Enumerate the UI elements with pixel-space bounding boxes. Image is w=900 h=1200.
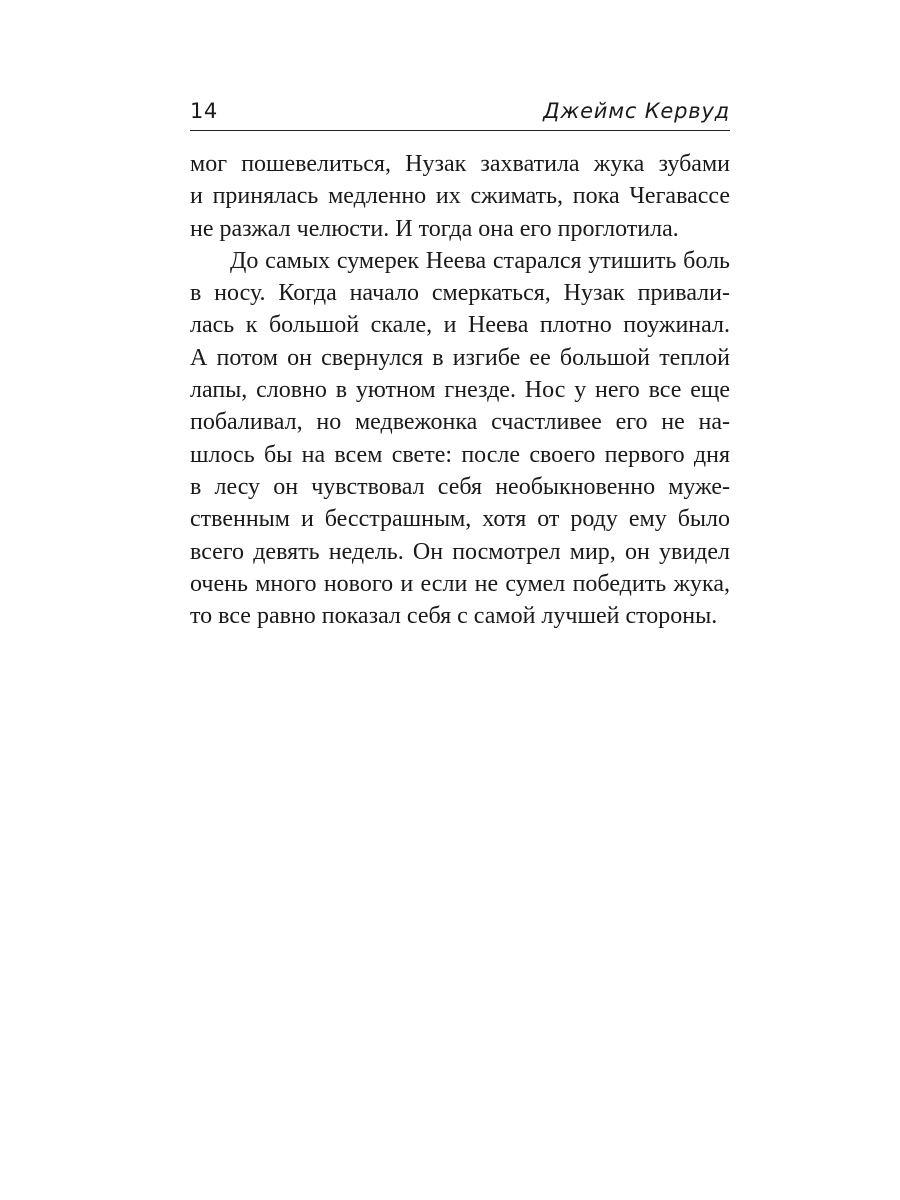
text-line: всего девять недель. Он посмотрел мир, он увидел — [190, 538, 730, 565]
paragraph-2 — [190, 245, 730, 633]
text-line: не разжал челюсти. И тогда она его проглотила. — [190, 215, 679, 242]
text-line: в носу. Когда начало смеркаться, Нузак привали- — [190, 280, 730, 307]
running-head — [190, 96, 730, 131]
text-line: очень много нового и если не сумел победить жука, — [190, 570, 730, 597]
text-line: А потом он свернулся в изгибе ее большой теплой — [190, 344, 730, 371]
paragraph-1 — [190, 148, 730, 245]
text-line: в лесу он чувствовал себя необыкновенно муже- — [190, 473, 730, 500]
text-line: До самых сумерек Неева старался утишить боль — [230, 247, 730, 274]
text-line: лапы, словно в уютном гнезде. Нос у него все еще — [190, 377, 730, 404]
text-line: то все равно показал себя с самой лучшей стороны. — [190, 603, 718, 630]
running-head-author: Джеймс Кервуд — [543, 99, 730, 123]
page-number: 14 — [190, 99, 218, 123]
text-line: побаливал, но медвежонка счастливее его не на- — [190, 409, 730, 436]
body-text — [190, 148, 730, 632]
text-line: и принялась медленно их сжимать, пока Чегавассе — [190, 183, 730, 210]
text-line: ственным и бесстрашным, хотя от роду ему было — [190, 506, 730, 533]
text-line: мог пошевелиться, Нузак захватила жука зубами — [190, 151, 730, 177]
text-line: лась к большой скале, и Неева плотно поужинал. — [190, 312, 730, 339]
text-line: шлось бы на всем свете: после своего первого дня — [190, 441, 730, 468]
